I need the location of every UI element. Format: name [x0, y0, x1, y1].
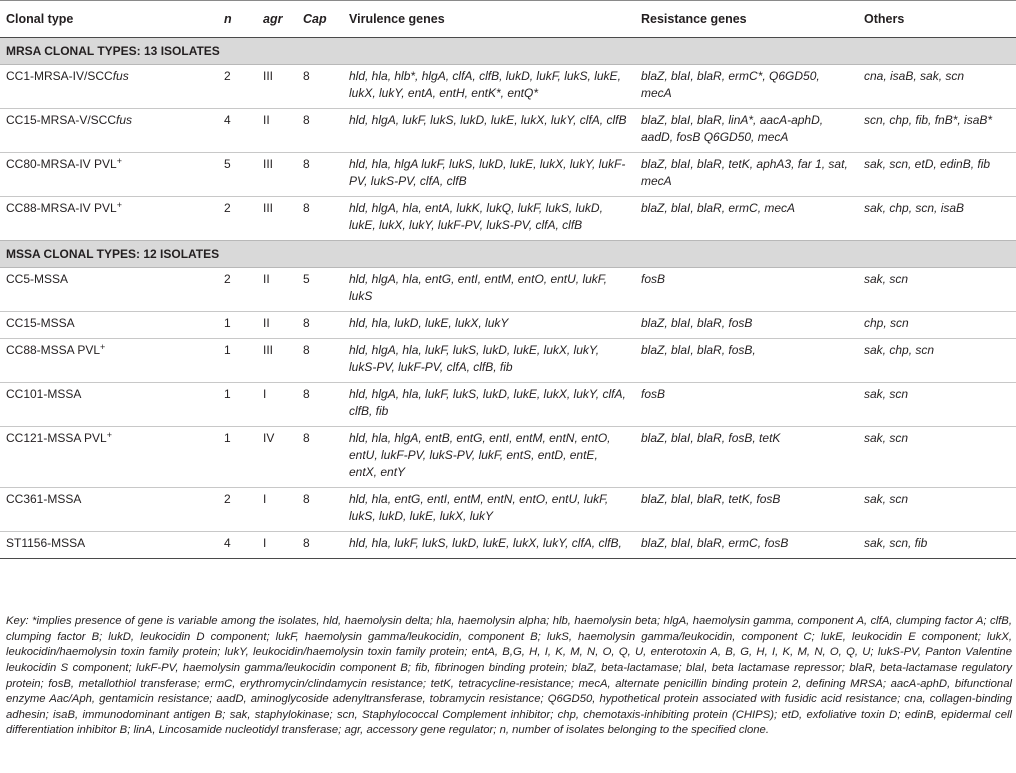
cell-agr: III: [257, 153, 297, 197]
table-row: [0, 532, 1016, 559]
cell-virulence-genes: hld, hlgA, hla, entG, entI, entM, entO, entU, lukF, lukS: [343, 268, 635, 312]
cell-agr: III: [257, 65, 297, 109]
cell-clonal-type: [0, 383, 218, 427]
cell-resistance-genes: blaZ, blaI, blaR, tetK, aphA3, far 1, sat, mecA: [635, 153, 858, 197]
clonal-type-text: CC15-MRSA-V/SCC: [6, 113, 117, 127]
cell-n: 1: [218, 339, 257, 383]
table-row: [0, 197, 1016, 241]
clonal-type-text: CC88-MRSA-IV PVL: [6, 201, 117, 215]
pvl-positive-mark: +: [116, 156, 122, 166]
cell-resistance-genes: blaZ, blaI, blaR, ermC, mecA: [635, 197, 858, 241]
cell-n: 2: [218, 197, 257, 241]
clonal-type-text: CC88-MSSA PVL: [6, 343, 101, 357]
cell-resistance-genes: blaZ, blaI, blaR, fosB, tetK: [635, 427, 858, 488]
cell-cap: 8: [297, 312, 343, 339]
cell-clonal-type: [0, 339, 218, 383]
table-key-footnote: Key: *implies presence of gene is variable among the isolates, hld, haemolysin delta; hla, haemolysin alpha; hlb, haemolysin beta; hlgA, haemolysin gamma, component A, clfA, clumping factor A; clfB, clumping factor B; lukD, leukocidin D component; lukF, haemolysin gamma/leukocidin, component B; lukS, haemolysin gamma/leukocidin, component C; lukE, leukocidin E component; lukX, leukocidin/haemolysin toxin family protein; lukY, leukocidin/haemolysin toxin family protein; entA, B,G, H, I, K, M, N, O, Q, U, enterotoxin A, B, G, H, I, K, M, N, O, Q, U; lukS-PV, Panton Valentine leukocidin S component; lukF-PV, haemolysin gamma/leukocidin component B; fib, fibrinogen binding protein; blaZ, beta-lactamase; blaI, beta lactamase repressor; blaR, beta-lactamase regulatory protein; fosB, metallothiol transferase; ermC, erythromycin/clindamycin resistance; tetK, tetracycline-resistance; mecA, alternate penicillin binding protein 2, defining MRSA; aacA-aphD, bifunctional enzyme Aac/Aph, gentamicin resistance; aadD, aminoglycoside adenyltransferase, tobramycin resistance; Q6GD50, hypothetical protein associated with fusidic acid resistance; cna, collagen-binding adhesin; isaB, immunodominant antigen B; sak, staphylokinase; scn, Staphylococcal Complement inhibitor; chp, chemotaxis-inhibiting protein (CHIPS); etD, exfoliative toxin D; edinB, epidermal cell differentiation inhibitor B; linA, Lincosamide nucleotidyl transferase; agr, accessory gene regulator; n, number of isolates belonging to the specified clone.: [6, 615, 1012, 737]
header-n: n: [218, 1, 257, 38]
cell-agr: IV: [257, 427, 297, 488]
cell-resistance-genes: blaZ, blaI, blaR, fosB,: [635, 339, 858, 383]
clonal-type-text: CC5-MSSA: [6, 272, 69, 286]
cell-clonal-type: [0, 197, 218, 241]
cell-agr: III: [257, 197, 297, 241]
clonal-type-text: ST1156-MSSA: [6, 536, 86, 550]
cell-cap: 8: [297, 153, 343, 197]
cell-agr: I: [257, 532, 297, 559]
section-header-row: [0, 241, 1016, 268]
section-header-row: [0, 38, 1016, 65]
pvl-positive-mark: +: [100, 342, 106, 352]
table-row: [0, 427, 1016, 488]
cell-agr: II: [257, 109, 297, 153]
cell-n: 2: [218, 65, 257, 109]
table-row: [0, 312, 1016, 339]
section-title: MSSA CLONAL TYPES: 12 ISOLATES: [0, 241, 1016, 268]
cell-n: 4: [218, 109, 257, 153]
cell-resistance-genes: blaZ, blaI, blaR, ermC, fosB: [635, 532, 858, 559]
table-row: [0, 109, 1016, 153]
cell-cap: 8: [297, 339, 343, 383]
cell-others: scn, chp, fib, fnB*, isaB*: [858, 109, 1016, 153]
header-resistance-genes: Resistance genes: [635, 1, 858, 38]
cell-n: 2: [218, 488, 257, 532]
clonal-type-italic: fus: [112, 69, 129, 83]
clonal-type-italic: fus: [116, 113, 133, 127]
table-body: [0, 38, 1016, 559]
cell-cap: 8: [297, 427, 343, 488]
cell-others: sak, scn, etD, edinB, fib: [858, 153, 1016, 197]
clonal-type-text: CC15-MSSA: [6, 316, 75, 330]
cell-agr: II: [257, 312, 297, 339]
cell-others: sak, scn: [858, 383, 1016, 427]
cell-others: sak, chp, scn, isaB: [858, 197, 1016, 241]
cell-clonal-type: [0, 109, 218, 153]
clonal-type-text: CC1-MRSA-IV/SCC: [6, 69, 113, 83]
cell-others: sak, chp, scn: [858, 339, 1016, 383]
cell-n: 4: [218, 532, 257, 559]
header-agr: agr: [257, 1, 297, 38]
cell-cap: 8: [297, 109, 343, 153]
cell-n: 1: [218, 427, 257, 488]
header-virulence-genes: Virulence genes: [343, 1, 635, 38]
cell-clonal-type: [0, 153, 218, 197]
cell-clonal-type: [0, 532, 218, 559]
cell-virulence-genes: hld, hla, hlb*, hlgA, clfA, clfB, lukD, lukF, lukS, lukE, lukX, lukY, entA, entH, entK*, entQ*: [343, 65, 635, 109]
cell-virulence-genes: hld, hlgA, hla, lukF, lukS, lukD, lukE, lukX, lukY, lukS-PV, lukF-PV, clfA, clfB, fib: [343, 339, 635, 383]
cell-n: 1: [218, 383, 257, 427]
cell-clonal-type: [0, 65, 218, 109]
pvl-positive-mark: +: [116, 200, 122, 210]
table-row: [0, 339, 1016, 383]
clonal-type-text: CC121-MSSA PVL: [6, 431, 107, 445]
cell-virulence-genes: hld, hla, lukF, lukS, lukD, lukE, lukX, lukY, clfA, clfB,: [343, 532, 635, 559]
section-title: MRSA CLONAL TYPES: 13 ISOLATES: [0, 38, 1016, 65]
table-row: [0, 383, 1016, 427]
cell-resistance-genes: blaZ, blaI, blaR, ermC*, Q6GD50, mecA: [635, 65, 858, 109]
clonal-type-text: CC80-MRSA-IV PVL: [6, 157, 117, 171]
cell-cap: 8: [297, 65, 343, 109]
cell-virulence-genes: hld, hlgA, lukF, lukS, lukD, lukE, lukX, lukY, clfA, clfB: [343, 109, 635, 153]
cell-agr: II: [257, 268, 297, 312]
cell-cap: 8: [297, 532, 343, 559]
cell-n: 1: [218, 312, 257, 339]
cell-n: 5: [218, 153, 257, 197]
table-row: [0, 65, 1016, 109]
header-cap: Cap: [297, 1, 343, 38]
cell-clonal-type: [0, 488, 218, 532]
cell-virulence-genes: hld, hla, entG, entI, entM, entN, entO, entU, lukF, lukS, lukD, lukE, lukX, lukY: [343, 488, 635, 532]
cell-agr: III: [257, 339, 297, 383]
cell-virulence-genes: hld, hlgA, hla, lukF, lukS, lukD, lukE, lukX, lukY, clfA, clfB, fib: [343, 383, 635, 427]
table-row: [0, 153, 1016, 197]
clonal-type-text: CC101-MSSA: [6, 387, 82, 401]
header-others: Others: [858, 1, 1016, 38]
cell-cap: 8: [297, 197, 343, 241]
cell-virulence-genes: hld, hla, hlgA lukF, lukS, lukD, lukE, lukX, lukY, lukF-PV, lukS-PV, clfA, clfB: [343, 153, 635, 197]
cell-n: 2: [218, 268, 257, 312]
cell-others: chp, scn: [858, 312, 1016, 339]
cell-virulence-genes: hld, hla, lukD, lukE, lukX, lukY: [343, 312, 635, 339]
cell-virulence-genes: hld, hla, hlgA, entB, entG, entI, entM, entN, entO, entU, lukF-PV, lukS-PV, lukF, entS, entD, entE, entX, entY: [343, 427, 635, 488]
header-row: [0, 1, 1016, 38]
cell-clonal-type: [0, 312, 218, 339]
cell-resistance-genes: fosB: [635, 383, 858, 427]
cell-resistance-genes: fosB: [635, 268, 858, 312]
cell-resistance-genes: blaZ, blaI, blaR, tetK, fosB: [635, 488, 858, 532]
cell-resistance-genes: blaZ, blaI, blaR, linA*, aacA-aphD, aadD, fosB Q6GD50, mecA: [635, 109, 858, 153]
cell-others: sak, scn: [858, 488, 1016, 532]
cell-cap: 8: [297, 383, 343, 427]
pvl-positive-mark: +: [106, 430, 112, 440]
cell-clonal-type: [0, 427, 218, 488]
cell-others: sak, scn: [858, 427, 1016, 488]
table-row: [0, 488, 1016, 532]
table-row: [0, 268, 1016, 312]
header-clonal-type: Clonal type: [0, 1, 218, 38]
cell-others: cna, isaB, sak, scn: [858, 65, 1016, 109]
cell-clonal-type: [0, 268, 218, 312]
cell-others: sak, scn, fib: [858, 532, 1016, 559]
cell-others: sak, scn: [858, 268, 1016, 312]
cell-agr: I: [257, 383, 297, 427]
cell-virulence-genes: hld, hlgA, hla, entA, lukK, lukQ, lukF, lukS, lukD, lukE, lukX, lukY, lukF-PV, lukS-PV, clfA, clfB: [343, 197, 635, 241]
cell-resistance-genes: blaZ, blaI, blaR, fosB: [635, 312, 858, 339]
cell-agr: I: [257, 488, 297, 532]
clonal-type-text: CC361-MSSA: [6, 492, 82, 506]
cell-cap: 5: [297, 268, 343, 312]
cell-cap: 8: [297, 488, 343, 532]
